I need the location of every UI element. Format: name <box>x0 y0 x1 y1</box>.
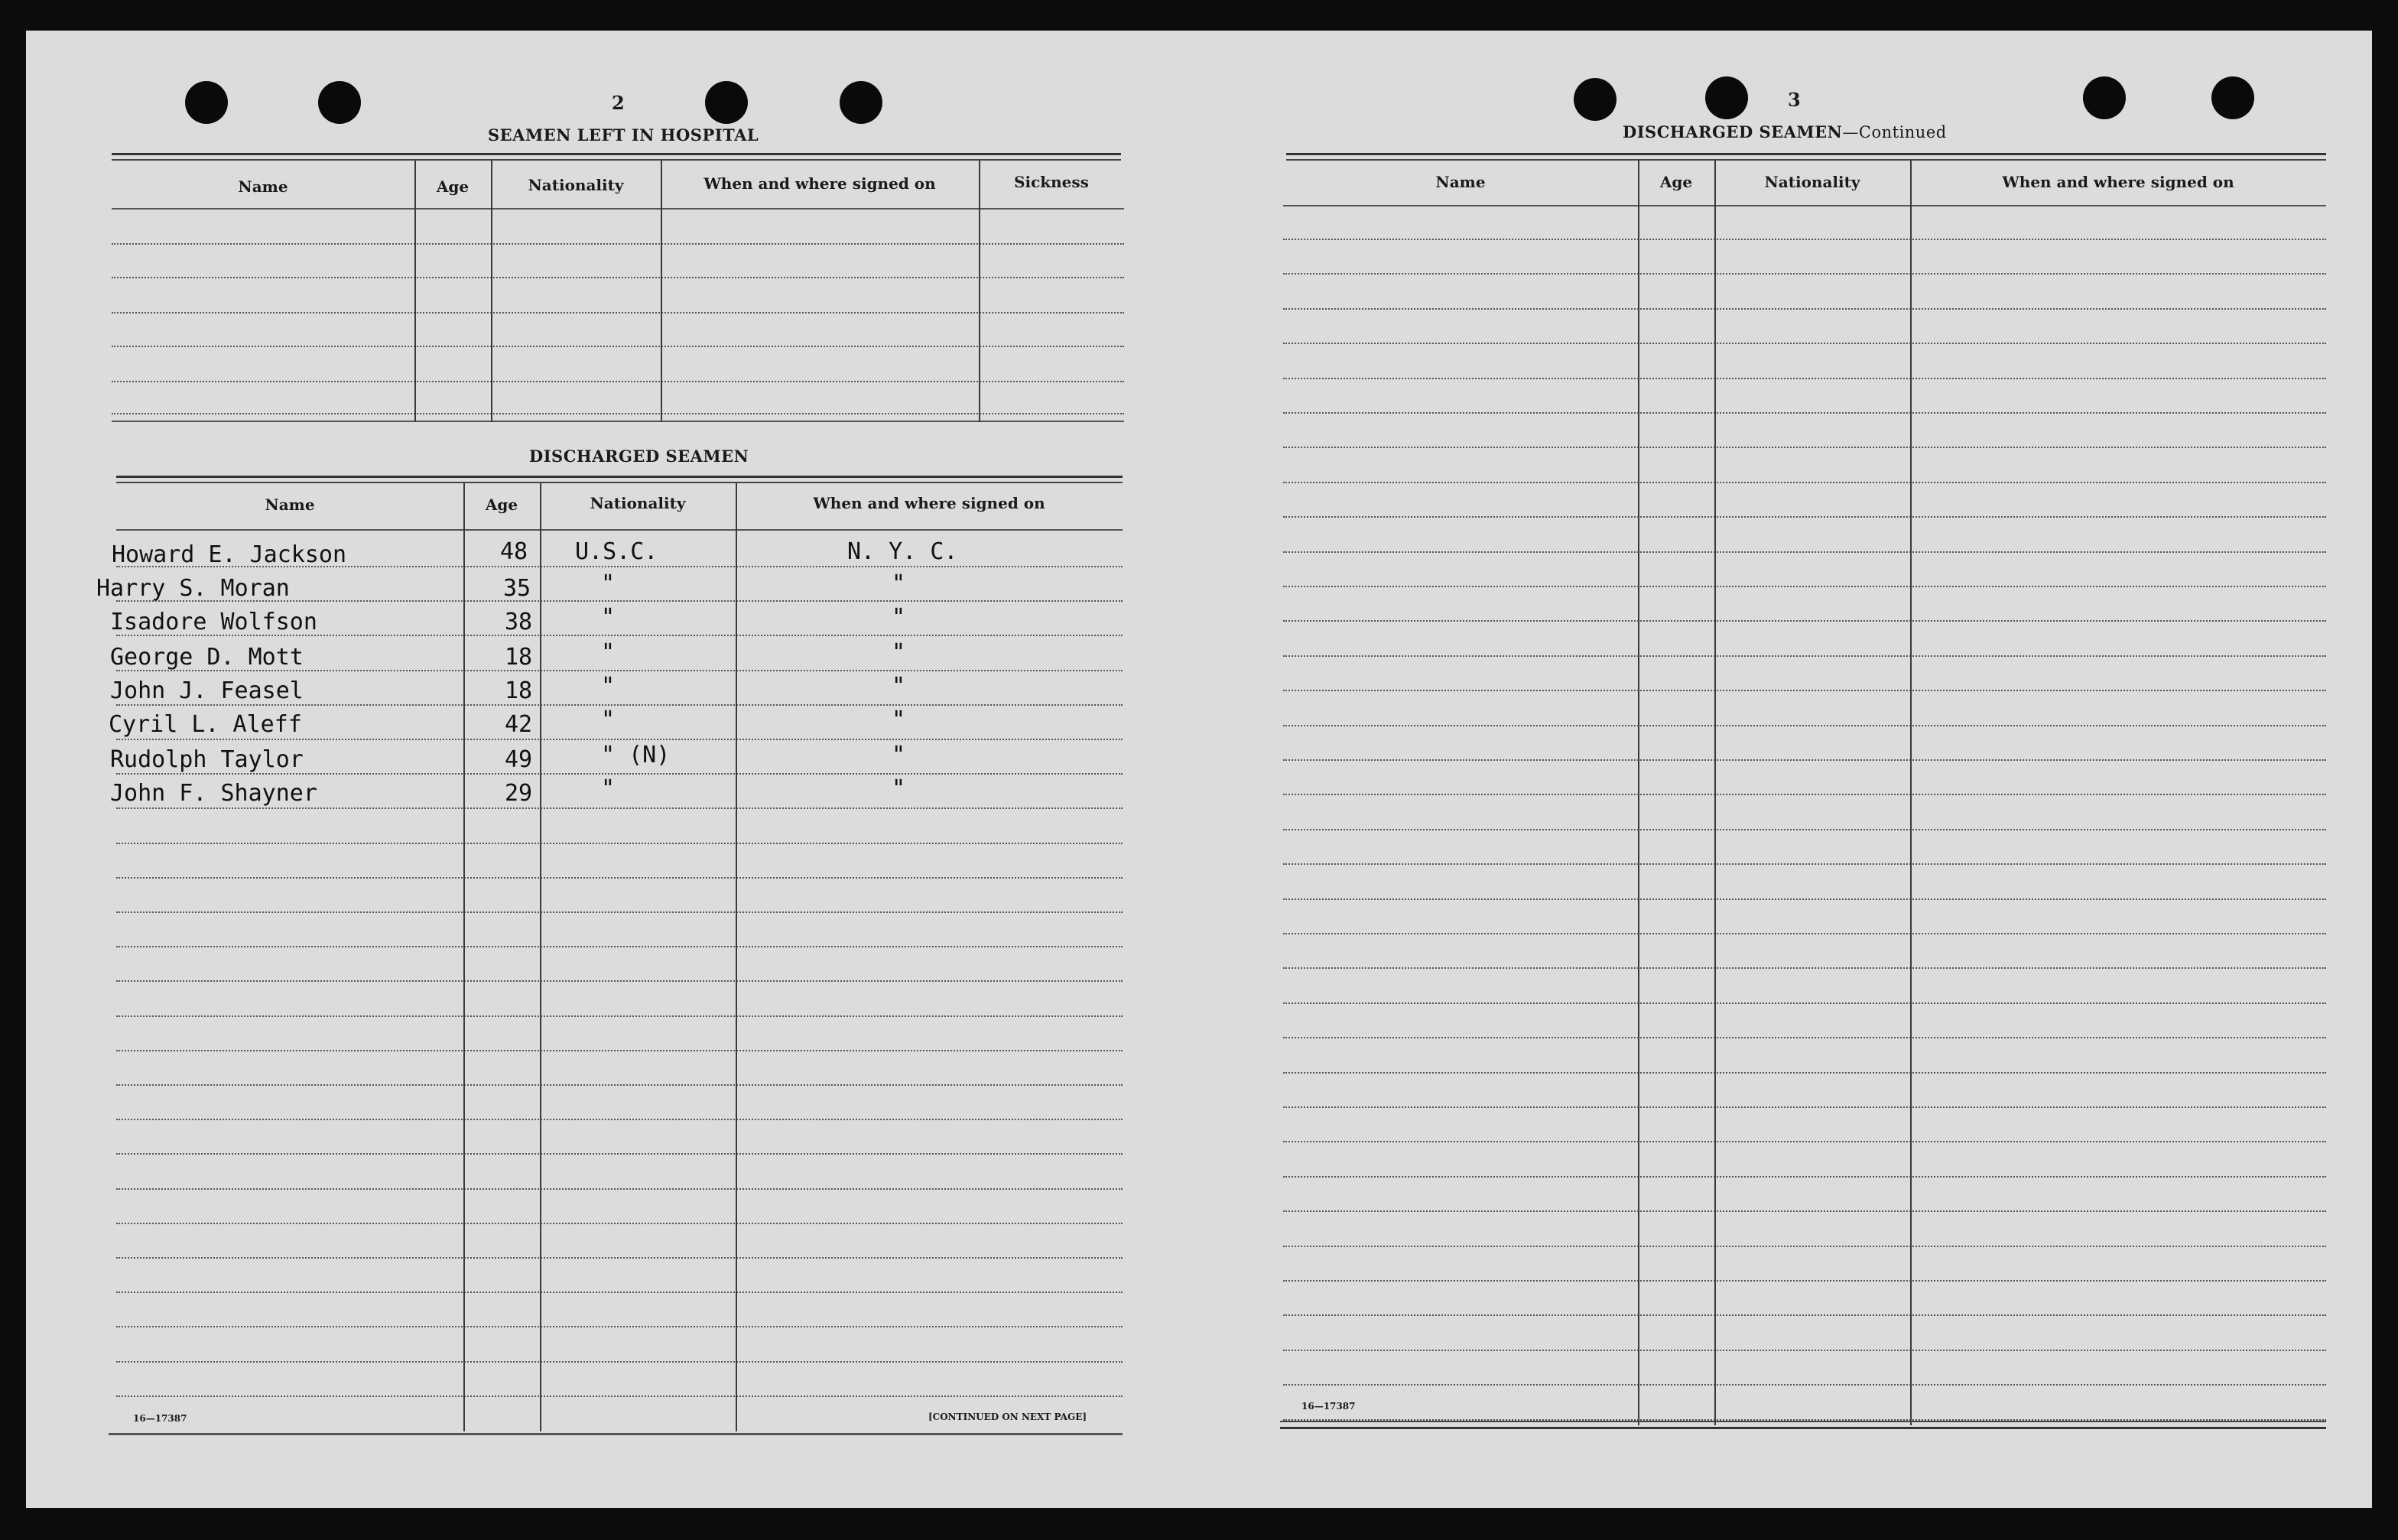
ruled-line <box>1283 863 2326 865</box>
ruled-line <box>1283 1314 2326 1316</box>
seaman-name: George D. Mott <box>110 644 304 671</box>
ruled-line <box>116 980 1123 982</box>
ledger-sheet <box>26 31 2372 1508</box>
ruled-line <box>1283 1072 2326 1074</box>
column-divider <box>979 161 980 422</box>
ruled-line <box>1283 794 2326 795</box>
column-divider <box>661 161 662 422</box>
ruled-line <box>1283 308 2326 310</box>
table-rule <box>112 208 1124 210</box>
ruled-line <box>116 1257 1123 1259</box>
right-col-age: Age <box>1659 173 1693 191</box>
ruled-line <box>1283 1210 2326 1212</box>
seaman-signed-on: " <box>892 742 906 768</box>
right-section-title-suffix: —Continued <box>1842 123 1947 141</box>
column-divider <box>1714 161 1716 1425</box>
seaman-age: 29 <box>505 780 533 807</box>
section-rule <box>1280 1421 2326 1422</box>
ruled-line <box>1283 1176 2326 1178</box>
seaman-name: Rudolph Taylor <box>110 746 304 773</box>
page-number: 3 <box>1788 89 1801 111</box>
ruled-line <box>116 1050 1123 1051</box>
section-rule <box>1280 1427 2326 1429</box>
seaman-nationality: " <box>601 570 616 597</box>
ruled-line <box>1283 1384 2326 1386</box>
ruled-line <box>116 911 1123 913</box>
punch-hole <box>705 81 748 124</box>
seaman-age: 18 <box>505 644 533 671</box>
seaman-signed-on: " <box>892 639 906 666</box>
ruled-line <box>1283 1037 2326 1038</box>
ruled-line <box>116 877 1123 879</box>
seaman-age: 49 <box>505 746 533 773</box>
ruled-line <box>1283 273 2326 275</box>
ruled-line <box>116 1361 1123 1363</box>
page-number: 2 <box>612 92 625 114</box>
ruled-line <box>1283 933 2326 934</box>
ruled-line <box>116 773 1123 775</box>
ruled-line <box>1283 1106 2326 1108</box>
ruled-line <box>116 1153 1123 1155</box>
discharged-col-signed-on: When and where signed on <box>813 494 1045 512</box>
ruled-line <box>116 1291 1123 1293</box>
ruled-line <box>116 1223 1123 1224</box>
ruled-line <box>116 739 1123 740</box>
ruled-line <box>1283 516 2326 518</box>
ruled-line <box>1283 447 2326 448</box>
discharged-col-name: Name <box>265 495 315 514</box>
seaman-name: Howard E. Jackson <box>112 541 347 568</box>
hospital-col-age: Age <box>436 177 470 196</box>
ruled-line <box>1283 829 2326 830</box>
ruled-line <box>1283 655 2326 657</box>
ruled-line <box>116 1119 1123 1120</box>
ruled-line <box>1283 620 2326 622</box>
section-rule <box>116 482 1123 483</box>
ruled-line <box>112 346 1124 347</box>
right-section-title-text: DISCHARGED SEAMEN <box>1623 122 1843 141</box>
ruled-line <box>116 1084 1123 1086</box>
column-divider <box>1638 161 1639 1425</box>
seaman-signed-on: N. Y. C. <box>847 538 958 565</box>
discharged-section-title: DISCHARGED SEAMEN <box>529 447 749 466</box>
punch-hole <box>318 81 361 124</box>
hospital-col-name: Name <box>238 177 288 196</box>
seaman-nationality: " (N) <box>601 742 671 768</box>
ruled-line <box>1283 1141 2326 1142</box>
hospital-col-sickness: Sickness <box>1014 173 1089 191</box>
hospital-col-signed-on: When and where signed on <box>703 174 936 193</box>
discharged-col-age: Age <box>485 495 518 514</box>
ruled-line <box>1283 967 2326 969</box>
ruled-line <box>116 1188 1123 1190</box>
table-rule <box>112 421 1124 422</box>
punch-hole <box>1574 78 1617 121</box>
punch-hole <box>2083 76 2126 119</box>
column-divider <box>414 161 416 422</box>
column-divider <box>540 483 541 1431</box>
seaman-nationality: " <box>601 775 616 802</box>
hospital-section-title: SEAMEN LEFT IN HOSPITAL <box>488 125 759 145</box>
seaman-age: 42 <box>505 711 533 738</box>
ruled-line <box>112 312 1124 314</box>
table-rule <box>109 1433 1123 1435</box>
section-rule <box>1286 159 2326 161</box>
section-rule <box>1286 153 2326 155</box>
seaman-name: Isadore Wolfson <box>110 609 317 635</box>
ruled-line <box>1283 586 2326 587</box>
table-rule <box>116 529 1123 531</box>
seaman-name: Harry S. Moran <box>96 575 290 602</box>
section-rule <box>112 159 1121 161</box>
right-col-nationality: Nationality <box>1764 173 1860 191</box>
column-divider <box>1910 161 1912 1425</box>
seaman-name: John J. Feasel <box>110 677 304 704</box>
seaman-signed-on: " <box>892 604 906 631</box>
ruled-line <box>112 381 1124 382</box>
ruled-line <box>116 704 1123 706</box>
punch-hole <box>1705 76 1748 119</box>
column-divider <box>736 483 737 1431</box>
seaman-nationality: " <box>601 673 616 700</box>
ruled-line <box>116 807 1123 809</box>
ruled-line <box>116 843 1123 844</box>
ruled-line <box>1283 239 2326 240</box>
ruled-line <box>1283 482 2326 483</box>
ruled-line <box>1283 898 2326 900</box>
seaman-age: 38 <box>505 609 533 635</box>
form-number: 16—17387 <box>1301 1401 1356 1412</box>
seaman-age: 48 <box>500 538 528 565</box>
continued-note: [CONTINUED ON NEXT PAGE] <box>928 1412 1087 1422</box>
ruled-line <box>112 277 1124 278</box>
ruled-line <box>1283 1246 2326 1247</box>
ruled-line <box>1283 378 2326 379</box>
discharged-col-nationality: Nationality <box>590 494 686 512</box>
ruled-line <box>116 1395 1123 1397</box>
ruled-line <box>116 1326 1123 1327</box>
ruled-line <box>1283 412 2326 414</box>
column-divider <box>463 483 465 1431</box>
punch-hole <box>840 81 882 124</box>
ruled-line <box>1283 343 2326 344</box>
seaman-age: 18 <box>505 677 533 704</box>
ruled-line <box>1283 1350 2326 1351</box>
seaman-signed-on: " <box>892 707 906 733</box>
seaman-name: Cyril L. Aleff <box>109 711 302 738</box>
section-rule <box>112 153 1121 155</box>
seaman-nationality: " <box>601 707 616 733</box>
seaman-nationality: U.S.C. <box>575 538 658 565</box>
hospital-col-nationality: Nationality <box>528 176 624 194</box>
ruled-line <box>112 243 1124 245</box>
ruled-line <box>1283 690 2326 691</box>
ruled-line <box>1283 1002 2326 1004</box>
punch-hole <box>2211 76 2254 119</box>
punch-hole <box>185 81 228 124</box>
seaman-name: John F. Shayner <box>110 780 317 807</box>
right-col-name: Name <box>1435 173 1486 191</box>
right-section-title <box>1623 122 1947 141</box>
seaman-signed-on: " <box>892 570 906 597</box>
ruled-line <box>116 946 1123 947</box>
seaman-nationality: " <box>601 604 616 631</box>
ruled-line <box>1283 725 2326 726</box>
ruled-line <box>1283 551 2326 553</box>
seaman-age: 35 <box>503 575 531 602</box>
table-rule <box>1283 205 2326 206</box>
seaman-nationality: " <box>601 639 616 666</box>
right-col-signed-on: When and where signed on <box>2002 173 2234 191</box>
seaman-signed-on: " <box>892 775 906 802</box>
ruled-line <box>112 413 1124 414</box>
section-rule <box>116 476 1123 478</box>
ruled-line <box>116 1015 1123 1017</box>
seaman-signed-on: " <box>892 673 906 700</box>
ruled-line <box>1283 1280 2326 1282</box>
form-number: 16—17387 <box>133 1413 187 1424</box>
ruled-line <box>1283 759 2326 761</box>
column-divider <box>491 161 492 422</box>
